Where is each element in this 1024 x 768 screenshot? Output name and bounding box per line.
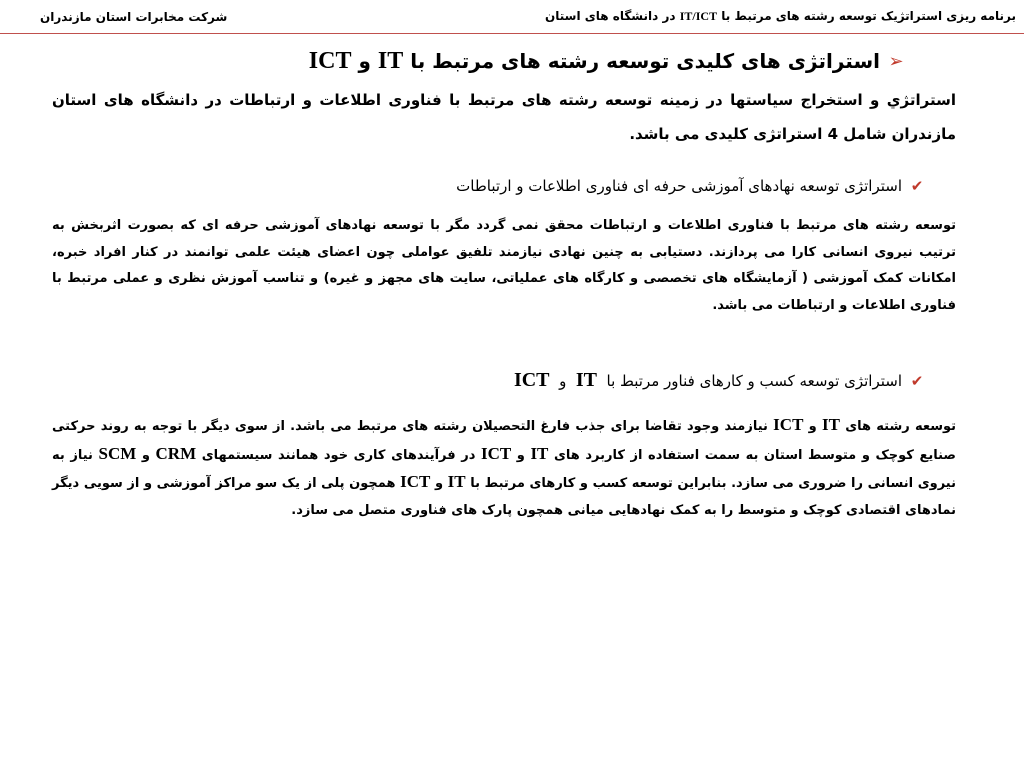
strategy-1-title: استراتژی توسعه نهادهای آموزشی حرفه ای فناوری اطلاعات و ارتباطات [456, 177, 902, 195]
strategy-2-title-conj: و [559, 372, 567, 390]
check-icon: ✔ [910, 177, 924, 195]
header-company-name: شرکت مخابرات استان مازندران [40, 9, 228, 24]
header-divider [0, 33, 1024, 34]
strategy-2-title-latin: ICT [513, 369, 550, 391]
para-latin: CRM [155, 443, 197, 463]
strategy-2-title-latin: IT [575, 369, 597, 391]
heading-conj: و [358, 49, 371, 73]
slide-header [0, 0, 1024, 33]
para-text: همچون پلی از یک سو مراکز آموزشی و از سویی دیگر نمادهای اقتصادی کوچک و متوسط را به کمک نهادهایی میانی همچون پارک های فناوری متصل می سازد. [52, 476, 956, 518]
heading-latin: ICT [308, 48, 352, 74]
strategy-2-title-part: استراتژی توسعه کسب و کارهای فناور مرتبط با [606, 372, 902, 390]
para-text: در فرآیندهای کاری خود همانند سیستمهای [201, 447, 476, 463]
heading-text-part: استراتژی های کلیدی توسعه رشته های مرتبط با [410, 49, 880, 73]
para-latin: IT [530, 443, 549, 463]
arrow-bullet-icon: ➢ [888, 51, 904, 72]
slide-body [52, 48, 956, 524]
strategy-1-paragraph: توسعه رشته های مرتبط با فناوری اطلاعات و ارتباطات محقق نمی گردد مگر با توسعه نهادهای آموزشی حرفه ای که بصورت اثربخش به ترتیب نیروی انسانی کارا می پردازند. دستیابی به چنین نهادی نیازمند تلفیق عواملی چون اعضای هیئت علمی توانمند در کنار افراد خبره، امکانات کمک آموزشی ( آزمایشگاه های تخصصی و کارگاه های عملیاتی، سایت های مجهز و غیره) و تناسب آموزش نظری و عملی مرتبط با فناوری اطلاعات و ارتباطات می باشد. [52, 218, 956, 313]
para-text: توسعه رشته های [845, 419, 957, 434]
header-presentation-title [545, 9, 1016, 24]
para-text: نیازمند وجود تقاضا برای جذب فارغ التحصیلان رشته های مرتبط می باشد. از سوی دیگر با توجه به روند حرکتی صنایع کوچک و متوسط استان به سمت استفاده از کاربرد های [52, 419, 956, 463]
header-title-part: در دانشگاه های استان [545, 9, 676, 23]
heading-text [309, 48, 880, 75]
header-title-latin: IT/ICT [679, 9, 718, 23]
para-text: و [434, 476, 444, 491]
header-title-part: برنامه ریزی استراتژیک توسعه رشته های مرتبط با [721, 9, 1016, 23]
para-latin: IT [822, 415, 840, 434]
para-text: و [808, 419, 817, 434]
para-latin: IT [447, 472, 466, 491]
strategy-2-paragraph [52, 412, 956, 524]
slide-heading [52, 48, 956, 75]
para-text: نیاز به نیروی انسانی را ضروری می سازد. بنابراین توسعه کسب و کارهای مرتبط با [52, 447, 956, 491]
para-latin: ICT [480, 443, 512, 463]
check-icon: ✔ [910, 371, 924, 390]
heading-latin: IT [377, 48, 404, 74]
strategy-2-title [514, 369, 902, 392]
para-text: و [516, 447, 525, 463]
para-text: و [141, 447, 150, 463]
para-latin: SCM [98, 443, 137, 463]
para-latin: ICT [400, 472, 431, 491]
strategy-2-title-row [52, 369, 956, 392]
para-latin: ICT [773, 415, 804, 434]
intro-paragraph: استراتژي و استخراج سیاستها در زمینه توسعه رشته های مرتبط با فناوری اطلاعات و ارتباطات در دانشگاه های استان مازندران شامل 4 استراتژی کلیدی می باشد. [52, 91, 956, 143]
strategy-1-title-row [52, 177, 956, 195]
